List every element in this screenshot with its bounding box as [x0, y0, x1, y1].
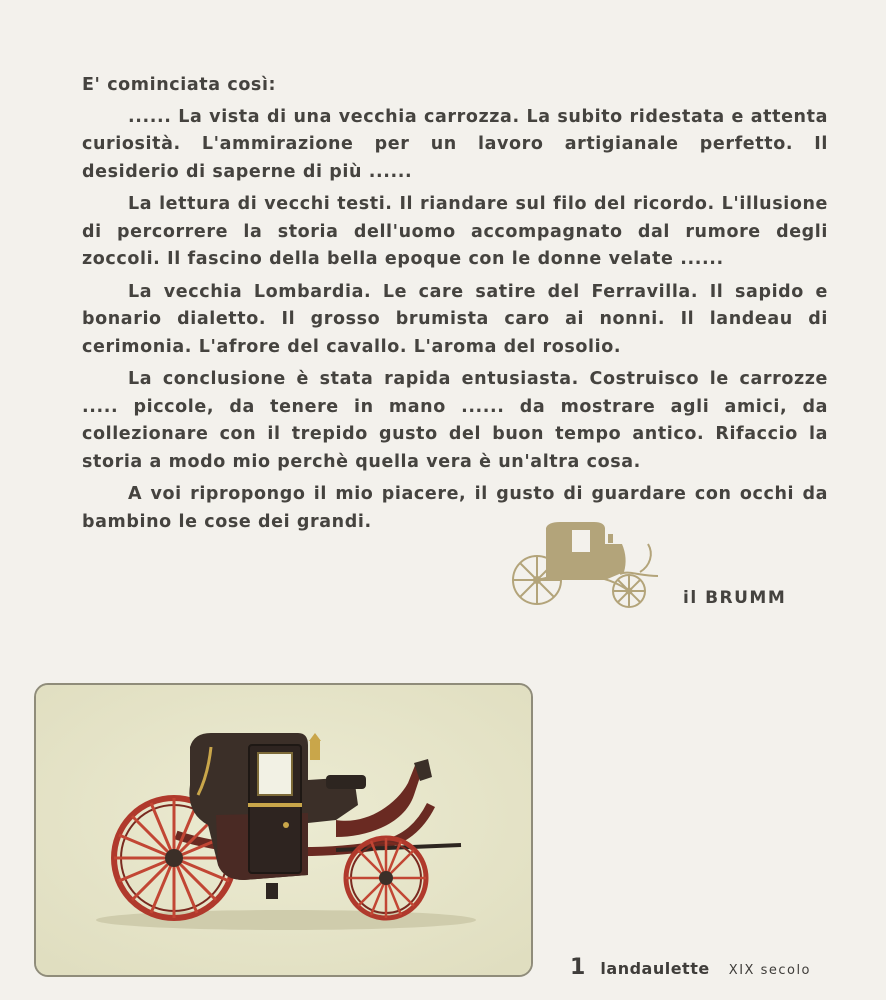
- paragraph: La lettura di vecchi testi. Il riandare sul filo del ricordo. L'illusione di percorrere la storia dell'uomo accompagnato dal rumore degli zoccoli. Il fascino della bella epoque con le donne velate ......: [82, 194, 828, 269]
- signature: il BRUMM: [683, 588, 787, 608]
- paragraph: A voi ripropongo il mio piacere, il gusto di guardare con occhi da bambino le cose dei grandi.: [82, 484, 828, 532]
- carriage-emblem-icon: [508, 514, 664, 614]
- intro-line: E' cominciata così:: [82, 75, 277, 95]
- caption-number: 1: [570, 955, 586, 980]
- carriage-photo: [34, 683, 533, 977]
- paragraph: La conclusione è stata rapida entusiasta. Costruisco le carrozze ..... piccole, da tenere in mano ...... da mostrare agli amici, da collezionare con il trepido gusto del buon tempo antico. Rifaccio la storia a modo mio perchè quella vera è un'altra cosa.: [82, 369, 828, 472]
- caption-title: landaulette: [600, 959, 710, 978]
- caption-century: XIX secolo: [728, 963, 812, 978]
- landaulette-model-image: [36, 685, 531, 975]
- photo-caption: [570, 955, 811, 980]
- paragraph: ...... La vista di una vecchia carrozza. La subito ridestata e attenta curiosità. L'ammirazione per un lavoro artigianale perfetto. Il desiderio di saperne di più ......: [82, 106, 828, 182]
- foreword-text: [82, 72, 828, 541]
- paragraph: La vecchia Lombardia. Le care satire del Ferravilla. Il sapido e bonario dialetto. Il grosso brumista caro ai nonni. Il landeau di cerimonia. L'afrore del cavallo. L'aroma del rosolio.: [82, 281, 828, 357]
